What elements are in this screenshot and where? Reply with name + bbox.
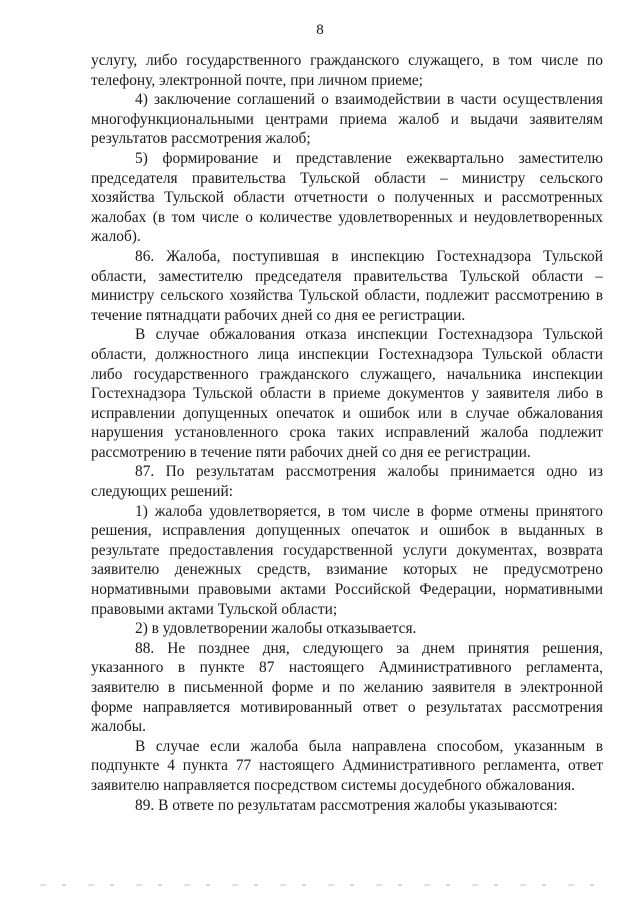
scan-artifact-line (40, 884, 600, 886)
document-body (91, 51, 603, 815)
paragraph: 4) заключение соглашений о взаимодействии в части осуществления многофункциональными центрами приема жалоб и выдачи заявителям результатов рассмотрения жалоб; (91, 91, 603, 148)
paragraph: 88. Не позднее дня, следующего за днем принятия решения, указанного в пункте 87 настоящего Административного регламента, заявителю в письменной форме и по желанию заявителя в электронной форме направляется мотивированный ответ о результатах рассмотрения жалобы. (91, 639, 603, 736)
paragraph: В случае обжалования отказа инспекции Гостехнадзора Тульской области, должностного лица инспекции Гостехнадзора Тульской области либо государственного гражданского служащего, начальника инспекции Гостехнадзора Тульской области в приеме документов у заявителя либо в исправлении допущенных опечаток и ошибок или в случае обжалования нарушения установленного срока таких исправлений жалоба подлежит рассмотрению в течение пяти рабочих дней со дня ее регистрации. (91, 326, 603, 461)
paragraph: 89. В ответе по результатам рассмотрения жалобы указываются: (135, 796, 558, 814)
paragraph: 2) в удовлетворении жалобы отказывается. (135, 620, 417, 638)
paragraph: 86. Жалоба, поступившая в инспекцию Гостехнадзора Тульской области, заместителю председателя правительства Тульской области – министру сельского хозяйства Тульской области, подлежит рассмотрению в течение пятнадцати рабочих дней со дня ее регистрации. (91, 247, 603, 324)
paragraph: В случае если жалоба была направлена способом, указанным в подпункте 4 пункта 77 настоящего Административного регламента, ответ заявителю направляется посредством системы досудебного обжалования. (91, 737, 603, 794)
paragraph: 87. По результатам рассмотрения жалобы принимается одно из следующих решений: (91, 463, 603, 501)
paragraph: 1) жалоба удовлетворяется, в том числе в форме отмены принятого решения, исправления допущенных опечаток и ошибок в выданных в результате предоставления государственной услуги документах, возврата заявителю денежных средств, взимание которых не предусмотрено нормативными правовыми актами Российской Федерации, нормативными правовыми актами Тульской области; (91, 502, 603, 618)
paragraph: 5) формирование и представление ежеквартально заместителю председателя правительства Тульской области – министру сельского хозяйства Тульской области отчетности о полученных и рассмотренных жалобах (в том числе о количестве удовлетворенных и неудовлетворенных жалоб). (91, 149, 603, 246)
paragraph: услугу, либо государственного гражданского служащего, в том числе по телефону, электронной почте, при личном приеме; (91, 52, 603, 89)
page-number: 8 (316, 22, 324, 38)
